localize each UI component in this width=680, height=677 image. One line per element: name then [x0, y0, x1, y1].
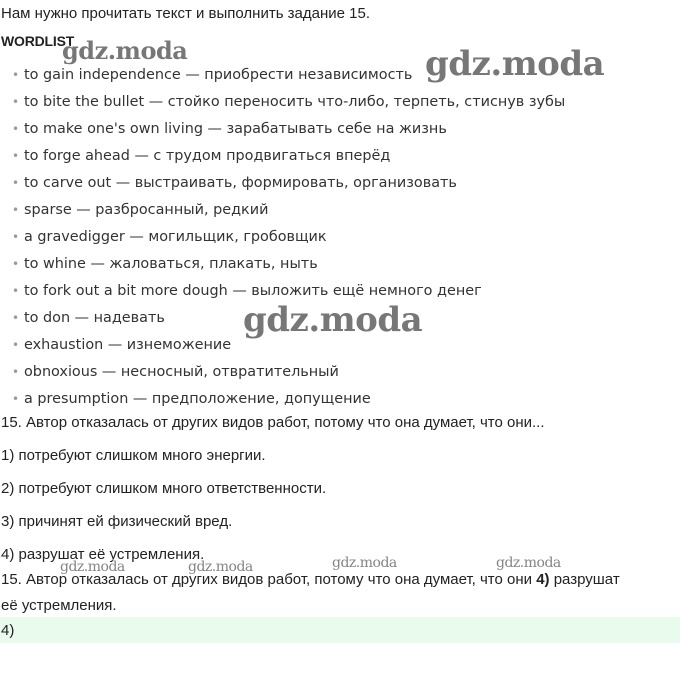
bullet-icon: •: [12, 230, 20, 244]
option-3: 3) причинят ей физический вред.: [1, 513, 233, 530]
watermark: gdz.moda: [332, 555, 397, 571]
intro-text: Нам нужно прочитать текст и выполнить задание 15.: [1, 5, 371, 22]
answer-row: [0, 617, 680, 643]
bullet-icon: •: [12, 176, 20, 190]
list-item: • to bite the bullet — стойко переносить что-либо, терпеть, стиснув зубы: [12, 94, 566, 110]
bullet-icon: •: [12, 338, 20, 352]
bullet-icon: •: [12, 311, 20, 325]
bullet-icon: •: [12, 203, 20, 217]
watermark: gdz.moda: [496, 555, 561, 571]
bullet-icon: •: [12, 365, 20, 379]
solution-answer-mark: 4): [536, 571, 550, 588]
question-text: 15. Автор отказалась от других видов работ, потому что она думает, что они...: [1, 414, 545, 431]
list-item: • to make one's own living — зарабатывать себе на жизнь: [12, 121, 447, 137]
solution-text: 15. Автор отказалась от других видов работ, потому что она думает, что они 4) разрушат: [1, 571, 620, 588]
bullet-icon: •: [12, 122, 20, 136]
bullet-icon: •: [12, 68, 20, 82]
watermark: gdz.moda: [188, 559, 253, 575]
list-item: • to whine — жаловаться, плакать, ныть: [12, 256, 318, 272]
bullet-icon: •: [12, 257, 20, 271]
bullet-icon: •: [12, 95, 20, 109]
bullet-icon: •: [12, 149, 20, 163]
watermark: gdz.moda: [425, 44, 605, 84]
list-item: • obnoxious — несносный, отвратительный: [12, 364, 339, 380]
bullet-icon: •: [12, 284, 20, 298]
list-item: • to fork out a bit more dough — выложить ещё немного денег: [12, 283, 482, 299]
watermark: gdz.moda: [62, 36, 188, 65]
list-item: • sparse — разбросанный, редкий: [12, 202, 269, 218]
option-1: 1) потребуют слишком много энергии.: [1, 447, 266, 464]
list-item: • to don — надевать: [12, 310, 165, 326]
option-4: 4) разрушат её устремления.: [1, 546, 205, 563]
watermark: gdz.moda: [60, 559, 125, 575]
solution-continuation: её устремления.: [1, 597, 117, 614]
option-2: 2) потребуют слишком много ответственности.: [1, 480, 327, 497]
list-item: • to carve out — выстраивать, формировать, организовать: [12, 175, 457, 191]
wordlist-heading: WORDLIST: [1, 33, 75, 49]
list-item: • exhaustion — изнеможение: [12, 337, 232, 353]
list-item: • a presumption — предположение, допущение: [12, 391, 371, 407]
list-item: • to forge ahead — с трудом продвигаться вперёд: [12, 148, 391, 164]
answer-value: 4): [1, 622, 15, 639]
bullet-icon: •: [12, 392, 20, 406]
watermark: gdz.moda: [243, 300, 423, 340]
list-item: • to gain independence — приобрести независимость: [12, 67, 413, 83]
list-item: • a gravedigger — могильщик, гробовщик: [12, 229, 327, 245]
